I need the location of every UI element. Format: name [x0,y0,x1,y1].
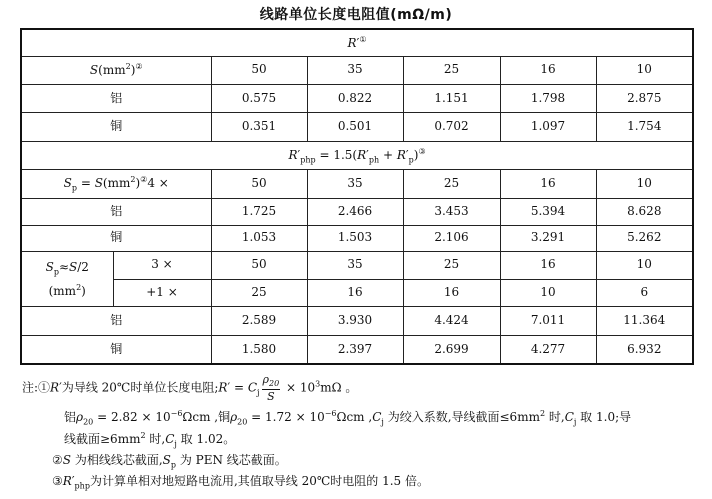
value-cell: 2.875 [596,84,693,113]
size-cell: 25 [403,57,500,85]
size-cell: 50 [211,57,307,85]
size-cell: 50 [211,252,307,280]
size-cell: 25 [403,252,500,280]
size-cell: 35 [307,57,403,85]
size-cell: 50 [211,170,307,199]
material-label: 铝 [21,199,211,226]
section3-size-label: $S_p\approx S/2$ $(mm^2)$ [21,252,113,307]
size-cell: 10 [596,252,693,280]
value-cell: 3.291 [500,225,596,252]
multiplier-3: 3 × [113,252,211,280]
value-cell: 5.394 [500,199,596,226]
table-row [21,307,693,336]
size-cell: 10 [500,279,596,307]
size-cell: 35 [307,170,403,199]
material-label: 铝 [21,84,211,113]
note-1-line-3: 线截面$\ge 6mm^2$ 时$,C_j$ 取 1.02。 [64,431,236,449]
value-cell: 1.725 [211,199,307,226]
section1-header-row [21,29,693,57]
value-cell: 2.699 [403,335,500,364]
size-cell: 16 [500,170,596,199]
size-cell: 10 [596,170,693,199]
value-cell: 11.364 [596,307,693,336]
value-cell: 2.397 [307,335,403,364]
value-cell: 1.503 [307,225,403,252]
value-cell: 4.424 [403,307,500,336]
table-row [21,199,693,226]
value-cell: 2.466 [307,199,403,226]
value-cell: 0.822 [307,84,403,113]
value-cell: 1.580 [211,335,307,364]
section3-size-row-3 [21,252,693,280]
material-label: 铜 [21,225,211,252]
size-cell: 25 [211,279,307,307]
value-cell: 0.351 [211,113,307,142]
value-cell: 3.930 [307,307,403,336]
size-cell: 16 [307,279,403,307]
size-cell: 6 [596,279,693,307]
table-row [21,225,693,252]
table-row [21,335,693,364]
section2-size-label: $S_p = S(mm^2)^②4$ × [21,170,211,199]
value-cell: 1.798 [500,84,596,113]
value-cell: 2.589 [211,307,307,336]
section2-size-row [21,170,693,199]
value-cell: 0.575 [211,84,307,113]
note-2: ②S 为相线线芯截面$,S_p$ 为 PEN 线芯截面。 [52,453,287,470]
material-label: 铜 [21,335,211,364]
size-cell: 16 [500,57,596,85]
size-cell: 10 [596,57,693,85]
value-cell: 1.053 [211,225,307,252]
section1-size-label: $S(mm^2)^②$ [21,57,211,85]
size-cell: 35 [307,252,403,280]
value-cell: 6.932 [596,335,693,364]
section2-header-row [21,141,693,170]
section3-size-row-1 [21,279,693,307]
value-cell: 0.702 [403,113,500,142]
value-cell: 0.501 [307,113,403,142]
size-cell: 25 [403,170,500,199]
size-cell: 16 [403,279,500,307]
section1-size-row [21,57,693,85]
value-cell: 3.453 [403,199,500,226]
value-cell: 1.151 [403,84,500,113]
multiplier-1: +1 × [113,279,211,307]
note-1: 注:①R′为导线 20℃时单位长度电阻;R′ = $C_j$ $\frac{\rho_{20}}{S}$ × $10^3m\Omega$ 。 [22,373,358,403]
note-1-line-2: 铝$\rho_{20} = 2.82 \times 10^{-6}\Omega cm$ ,铜$\rho_{20} = 1.72 \times 10^{-6}\Omega cm$ $,C_j$ 为绞入系数,导线截面$\le 6mm^2$ 时$,C_j$ 取 1.0;导 [64,409,632,427]
table-title: 线路单位长度电阻值(mΩ/m) [259,7,453,23]
value-cell: 7.011 [500,307,596,336]
note-3: $③R'_{php}$为计算单相对地短路电流用,其值取导线 20℃时电阻的 1.5 倍。 [52,474,429,491]
fraction: $\frac{\rho_{20}}{S}$ [262,373,280,403]
value-cell: 1.097 [500,113,596,142]
value-cell: 5.262 [596,225,693,252]
table-row [21,84,693,113]
material-label: 铜 [21,113,211,142]
value-cell: 8.628 [596,199,693,226]
resistance-table [20,28,694,365]
section1-header: R′① [21,29,693,57]
table-row [21,113,693,142]
size-cell: 16 [500,252,596,280]
value-cell: 4.277 [500,335,596,364]
value-cell: 2.106 [403,225,500,252]
value-cell: 1.754 [596,113,693,142]
section2-formula: $R'_{php} = 1.5(R'_{ph} + R'_p)^③$ [21,141,693,170]
material-label: 铝 [21,307,211,336]
